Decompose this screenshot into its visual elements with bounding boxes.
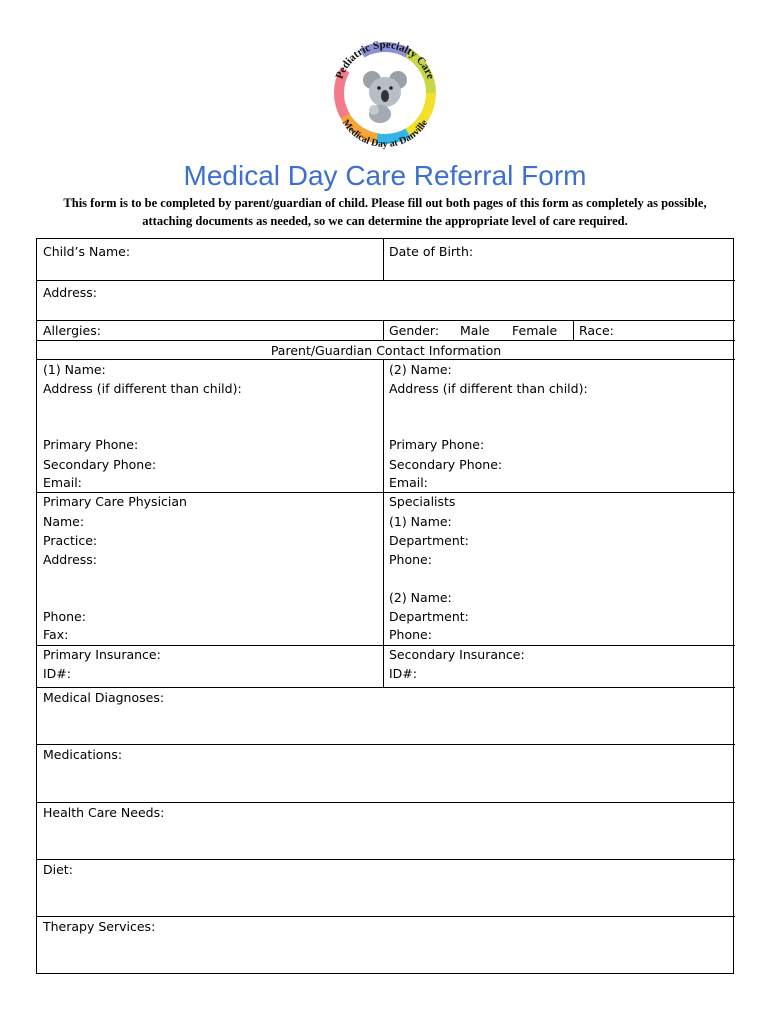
row-divider [37,859,735,860]
specialist2-phone-label: Phone: [389,627,432,642]
gender-label: Gender: [389,323,440,338]
address-label: Address: [43,285,97,300]
column-divider [383,239,384,280]
guardian2-primary-phone-label: Primary Phone: [389,437,485,452]
row-divider [37,645,735,646]
primary-insurance-label: Primary Insurance: [43,647,161,662]
svg-text:Pediatric Specialty Care [334,39,437,81]
secondary-insurance-label: Secondary Insurance: [389,647,525,662]
health-care-needs-label: Health Care Needs: [43,805,165,820]
column-divider [383,359,384,687]
row-divider [37,340,735,341]
column-divider [573,320,574,340]
guardian2-secondary-phone-label: Secondary Phone: [389,457,503,472]
row-divider [37,744,735,745]
row-divider [37,280,735,281]
row-divider [37,320,735,321]
koala-icon [363,71,407,123]
secondary-insurance-id-label: ID#: [389,666,417,681]
childs-name-label: Child’s Name: [43,244,131,259]
date-of-birth-label: Date of Birth: [389,244,474,259]
guardian1-name-label: (1) Name: [43,362,106,377]
guardian-section-header: Parent/Guardian Contact Information [270,343,502,358]
specialist1-name-label: (1) Name: [389,514,452,529]
gender-option-male[interactable]: Male [460,323,490,338]
guardian1-primary-phone-label: Primary Phone: [43,437,139,452]
gender-option-female[interactable]: Female [512,323,558,338]
guardian2-name-label: (2) Name: [389,362,452,377]
specialist1-phone-label: Phone: [389,552,432,567]
guardian1-email-label: Email: [43,475,82,490]
diet-label: Diet: [43,862,73,877]
pcp-phone-label: Phone: [43,609,86,624]
koala-logo [322,30,448,156]
page-title: Medical Day Care Referral Form [183,160,587,191]
row-divider [37,359,735,360]
specialist2-department-label: Department: [389,609,469,624]
medical-diagnoses-label: Medical Diagnoses: [43,690,165,705]
pcp-practice-label: Practice: [43,533,98,548]
logo-top-text: Pediatric Specialty Care [333,38,437,81]
row-divider [37,802,735,803]
medications-label: Medications: [43,747,123,762]
logo-bottom-text: Medical Day at Danville [339,117,431,150]
pcp-section-header: Primary Care Physician [43,494,187,509]
specialists-section-header: Specialists [389,494,456,509]
specialist2-name-label: (2) Name: [389,590,452,605]
row-divider [37,687,735,688]
referral-form [36,238,734,974]
column-divider [383,320,384,340]
pcp-fax-label: Fax: [43,627,69,642]
specialist1-department-label: Department: [389,533,469,548]
guardian2-address-label: Address (if different than child): [389,381,588,396]
pcp-address-label: Address: [43,552,97,567]
therapy-services-label: Therapy Services: [43,919,156,934]
row-divider [37,916,735,917]
guardian1-secondary-phone-label: Secondary Phone: [43,457,157,472]
intro-text: This form is to be completed by parent/guardian of child. Please fill out both pages of this form as completely as possible, attaching documents as needed, so we can determine the appropriate level of care required. [63,196,707,228]
pcp-name-label: Name: [43,514,85,529]
primary-insurance-id-label: ID#: [43,666,71,681]
allergies-label: Allergies: [43,323,101,338]
guardian2-email-label: Email: [389,475,428,490]
row-divider [37,492,735,493]
race-label: Race: [579,323,614,338]
guardian1-address-label: Address (if different than child): [43,381,242,396]
